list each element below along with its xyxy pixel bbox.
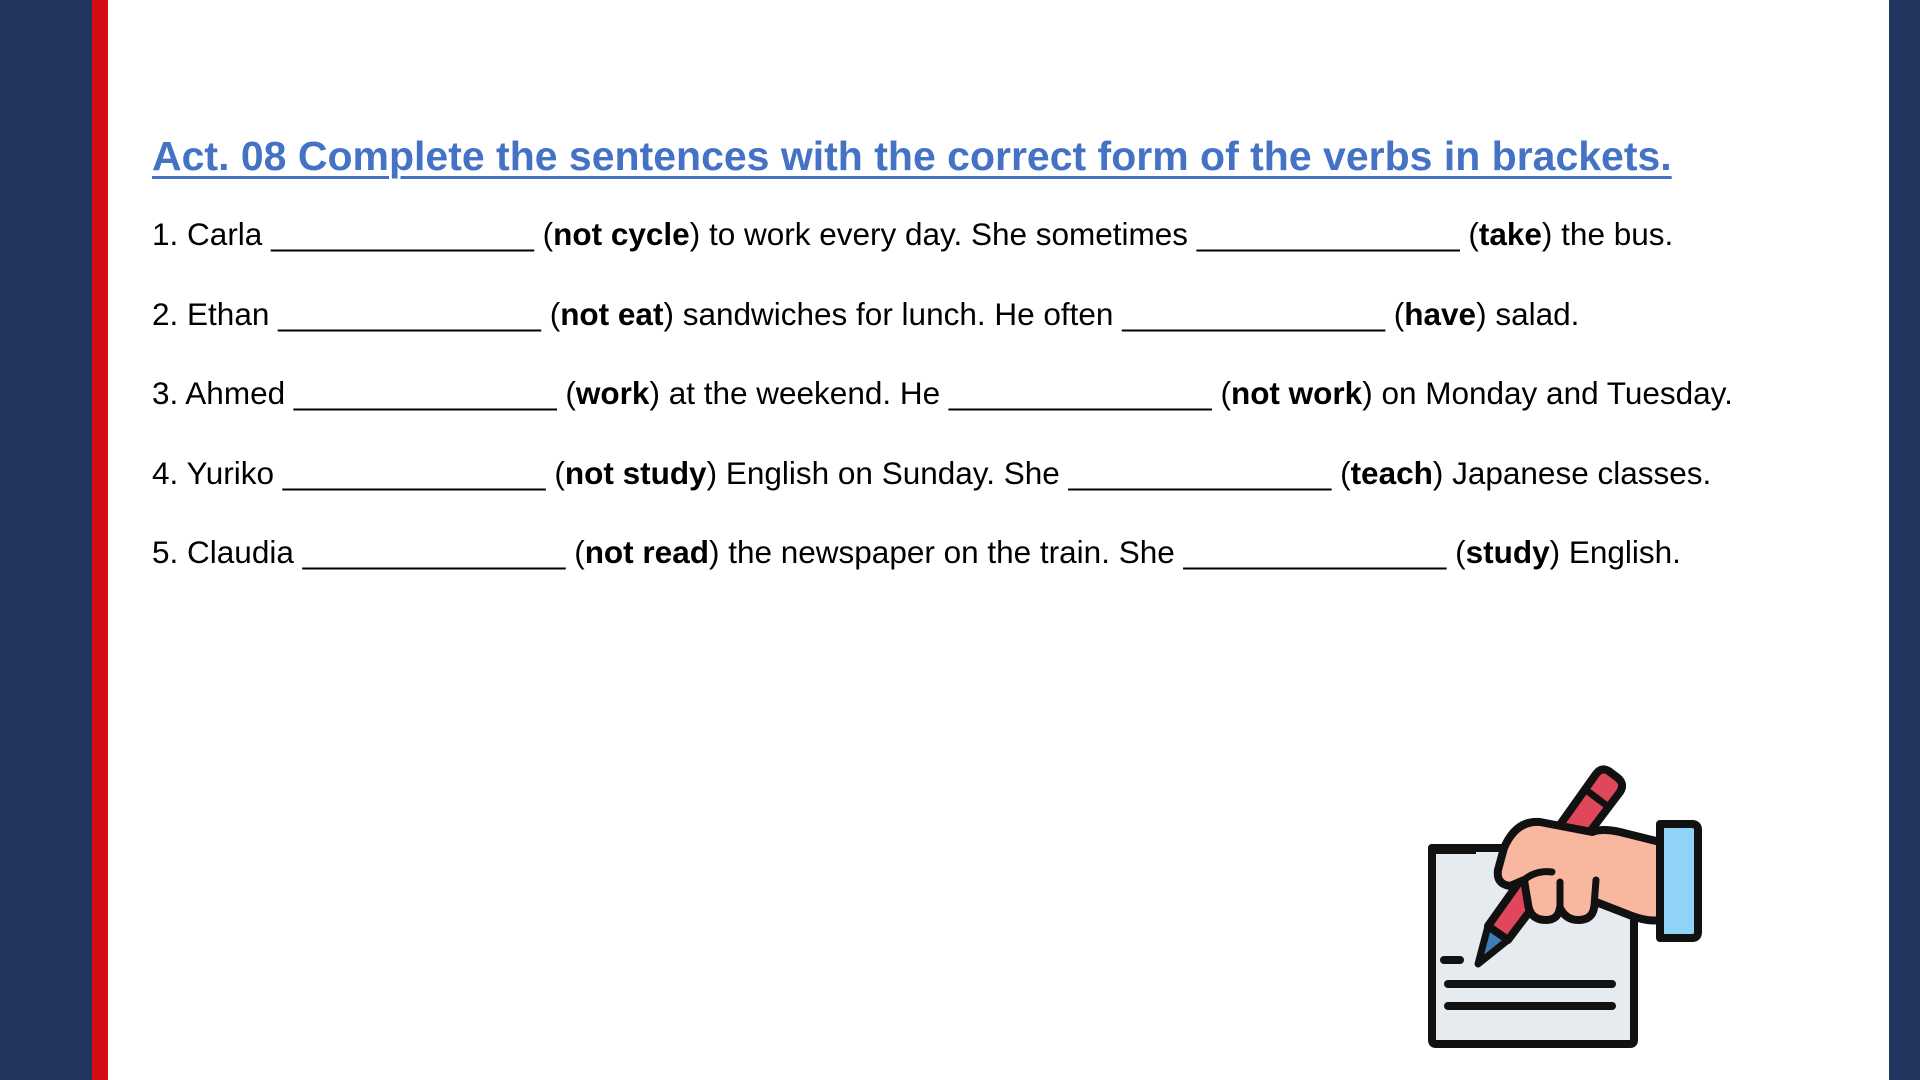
sentence-end: salad. <box>1495 295 1580 332</box>
verb-hint-2: not work <box>1230 375 1363 411</box>
verb-hint-1: work <box>575 375 650 411</box>
left-navy-band <box>0 0 92 1080</box>
sentence-middle: the newspaper on the train. She <box>728 534 1175 570</box>
answer-blank-2: _______________ <box>1122 295 1386 332</box>
answer-blank-1: _______________ <box>293 375 557 411</box>
sentence-4: 4. Yuriko _______________ (not study) English on Sunday. She _______________ (teach) Japanese classes. <box>152 454 1712 491</box>
sentence-2: 2. Ethan _______________ (not eat) sandwiches for lunch. He often _______________ (have) salad. <box>152 295 1580 332</box>
sentence-end: Japanese classes. <box>1452 454 1712 491</box>
right-navy-band <box>1889 0 1920 1080</box>
sentence-subject: Carla <box>187 216 263 252</box>
verb-hint-2: study <box>1465 534 1550 570</box>
sentence-end: the bus. <box>1561 216 1674 252</box>
sentence-end: on Monday and Tuesday. <box>1381 375 1733 411</box>
left-red-stripe <box>92 0 108 1080</box>
sentence-subject: Ethan <box>187 295 270 332</box>
sentence-middle: to work every day. She sometimes <box>708 216 1189 252</box>
sentence-number: 1. <box>152 216 179 252</box>
sentence-number: 5. <box>152 534 179 570</box>
verb-hint-1: not eat <box>560 295 664 332</box>
sentence-subject: Claudia <box>187 534 294 570</box>
sentence-1: 1. Carla _______________ (not cycle) to work every day. She sometimes _______________ (take) the bus. <box>152 216 1674 252</box>
verb-hint-1: not read <box>584 534 709 570</box>
hand-writing-with-pencil-icon <box>1420 752 1720 1052</box>
verb-hint-1: not study <box>564 454 707 491</box>
sentence-subject: Yuriko <box>186 454 275 491</box>
sentence-number: 4. <box>152 454 179 491</box>
sentence-middle: sandwiches for lunch. He often <box>682 295 1114 332</box>
answer-blank-1: _______________ <box>282 454 546 491</box>
sentence-list <box>152 210 1733 608</box>
verb-hint-2: take <box>1478 216 1542 252</box>
verb-hint-2: have <box>1404 295 1477 332</box>
answer-blank-1: _______________ <box>271 216 534 252</box>
answer-blank-2: _______________ <box>948 375 1212 411</box>
activity-title: Act. 08 Complete the sentences with the correct form of the verbs in brackets. <box>152 133 1672 179</box>
sentence-subject: Ahmed <box>185 375 286 411</box>
sentence-end: English. <box>1568 534 1681 570</box>
sentence-5: 5. Claudia _______________ (not read) the newspaper on the train. She _______________ (study) English. <box>152 534 1681 570</box>
sentence-middle: at the weekend. He <box>668 375 941 411</box>
answer-blank-2: _______________ <box>1183 534 1447 570</box>
answer-blank-2: _______________ <box>1068 454 1332 491</box>
sentence-number: 2. <box>152 295 179 332</box>
answer-blank-2: _______________ <box>1196 216 1460 252</box>
sentence-middle: English on Sunday. She <box>725 454 1060 491</box>
verb-hint-2: teach <box>1350 454 1433 491</box>
sentence-number: 3. <box>152 375 179 411</box>
answer-blank-1: _______________ <box>278 295 541 332</box>
answer-blank-1: _______________ <box>302 534 566 570</box>
verb-hint-1: not cycle <box>553 216 690 252</box>
sentence-3: 3. Ahmed _______________ (work) at the weekend. He _______________ (not work) on Monday and Tuesday. <box>152 375 1733 411</box>
